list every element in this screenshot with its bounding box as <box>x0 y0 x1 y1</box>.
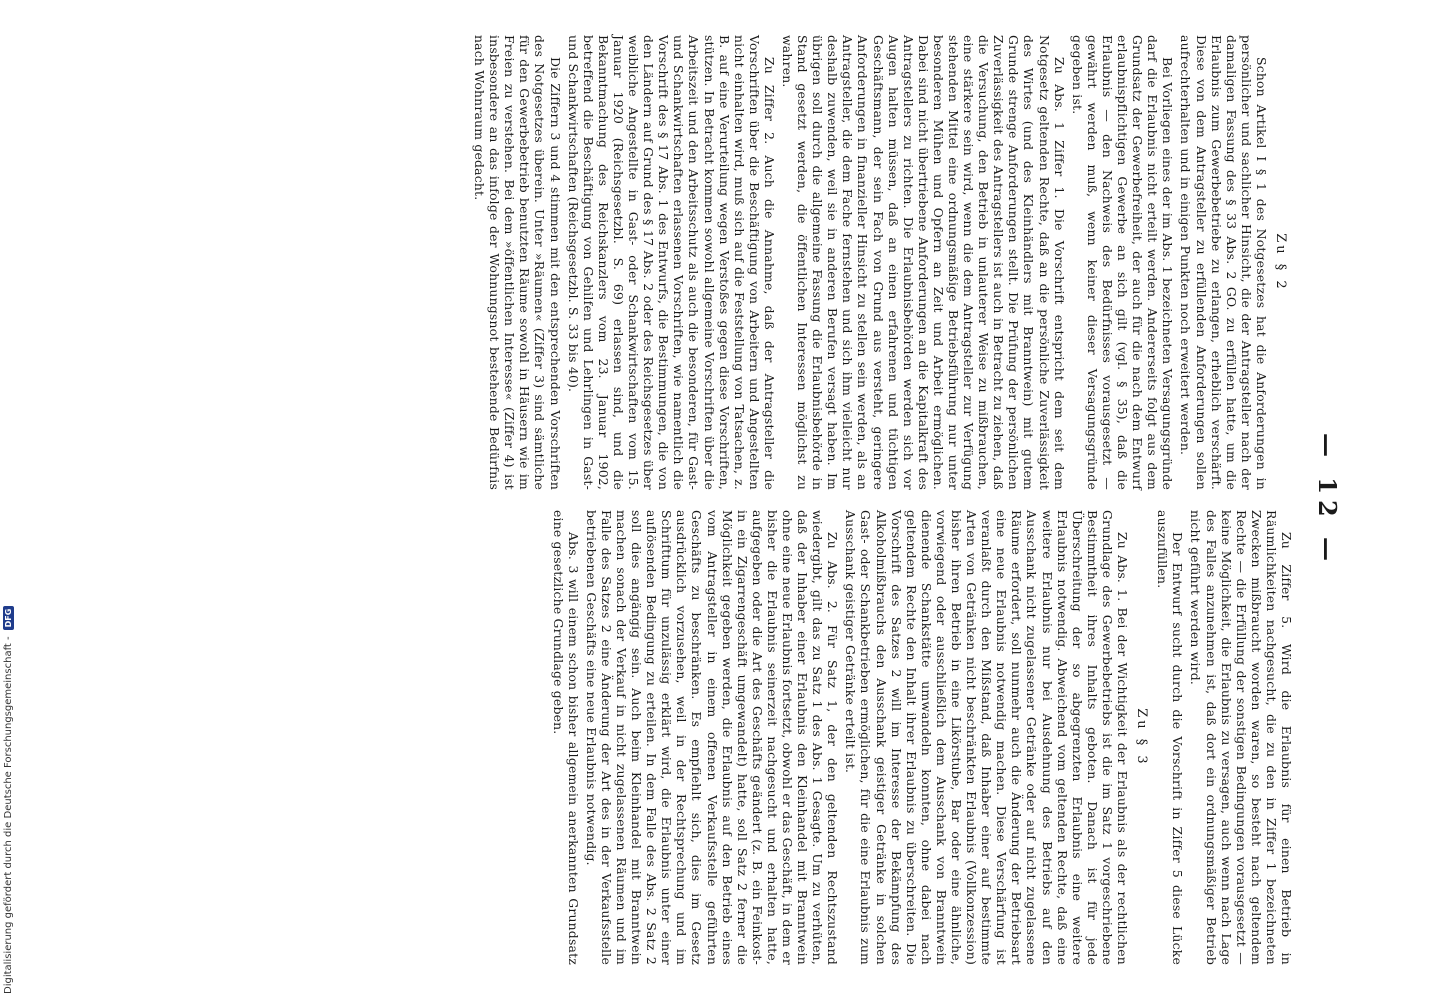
paragraph: Der Entwurf sucht durch die Vorschrift in Ziffer 5 diese Lücke auszufüllen. <box>1155 510 1186 965</box>
right-column <box>551 510 1295 965</box>
section-heading-2: Zu § 2 <box>1273 233 1288 292</box>
digitization-footer <box>3 606 14 994</box>
left-column <box>472 35 1294 490</box>
paragraph: Zu Abs. 1. Bei der Wichtigkeit der Erlaubnis als der rechtlichen Grundlage des Gewerbebetriebs ist die im Satz 1 vorgeschriebene Bestimmtheit ihres Inhalts geboten. Danach ist für jede Überschreitung der so abgegrenzten Erlaubnis eine weitere Erlaubnis notwendig. Abweichend vom geltenden Rechte, daß eine weitere Erlaubnis nur bei Ausdehnung des Betriebs auf den Ausschank nicht zugelassener Getränke oder auf nicht zugelassene Räume erfordert, soll nunmehr auch die Änderung der Betriebsart eine neue Erlaubnis notwendig machen. Diese Verschärfung ist veranlaßt durch den Mißstand, daß Inhaber einer auf bestimmte Arten von Getränken nicht beschränkten Erlaubnis (Vollkonzession) bisher ihren Betrieb in eine Likörstube, Bar oder eine ähnliche, vorwiegend oder ausschließlich dem Ausschank von Branntwein dienende Schankstätte umwandeln konnten, ohne dabei nach geltendem Rechte den Inhalt ihrer Erlaubnis zu überschreiten. Die Vorschrift des Satzes 2 will im Interesse der Bekämpfung des Alkoholmißbrauchs den Ausschank geistiger Getränke in solchen Gast- oder Schankbetrieben ermöglichen, für die eine Erlaubnis zum Ausschank geistiger Getränke erteilt ist. <box>843 510 1131 965</box>
paragraph: Die Ziffern 3 und 4 stimmen mit den entsprechenden Vorschriften des Notgesetzes überein. Unter »Räumen« (Ziffer 3) sind sämtliche für den Gewerbebetrieb benutzten Räume sowohl in Häusern wie im Freien zu verstehen. Bei dem »öffentlichen Interesse« (Ziffer 4) ist insbesondere an das infolge der Wohnungsnot bestehende Bedürfnis nach Wohnraum gedacht. <box>472 35 563 490</box>
paragraph: Zu Abs. 2. Für Satz 1, der den geltenden Rechtszustand wiedergibt, gilt das zu Satz 1 des Abs. 1 Gesagte. Um zu verhüten, daß der Inhaber einer Erlaubnis den Kleinhandel mit Branntwein ohne eine neue Erlaubnis fortsetzt, obwohl er das Geschäft, in dem er bisher die Erlaubnis seinerzeit nachgesucht und erhalten hatte, aufgegeben oder die Art des Geschäfts geändert (z. B. ein Feinkost- in ein Zigarrengeschäft umgewandelt) hatte, soll Satz 2 ferner die Möglichkeit gegeben werden, die Erlaubnis auf den Betrieb eines vom Antragsteller in einem offenen Verkaufsstelle geführten Geschäfts zu beschränken. Es empfiehlt sich, dies im Gesetz ausdrücklich vorzusehen, weil in der Rechtsprechung und im Schrifttum für unzulässig erklärt wird, die Erlaubnis unter einer auflösenden Bedingung zu erteilen. In dem Falle des Abs. 2 Satz 2 soll dies angängig sein. Auch beim Kleinhandel mit Branntwein machen sonach der Verkauf in nicht zugelassenen Räumen und im Falle des Satzes 2 eine Änderung der Art des in der Verkaufsstelle betriebenen Geschäfts eine neue Erlaubnis notwendig. <box>583 510 841 965</box>
paragraph: Abs. 3 will einem schon bisher allgemein anerkannten Grundsatz eine gesetzliche Grundlage geben. <box>550 510 581 965</box>
dfg-logo: DFG <box>3 606 14 631</box>
footer-text: Digitalisierung gefördert durch die Deutsche Forschungsgemeinschaft - <box>3 636 14 994</box>
paragraph: Bei Vorliegen eines der im Abs. 1 bezeichneten Versagungsgründe darf die Erlaubnis nicht erteilt werden. Andererseits folgt aus dem Grundsatz der Gewerbefreiheit, der auch für die nach dem Entwurf erlaubnispflichtigen Gewerbe an sich gilt (vgl. § 35), daß die Erlaubnis — den Nachweis des Bedürfnisses vorausgesetzt — gewährt werden muß, wenn keiner dieser Versagungsgründe gegeben ist. <box>1069 35 1176 490</box>
section-heading-3: Zu § 3 <box>1134 708 1150 767</box>
page-number: — 12 — <box>1313 432 1342 568</box>
paragraph: Zu Abs. 1 Ziffer 1. Die Vorschrift entspricht dem seit dem Notgesetz geltenden Rechte, daß an die persönliche Zuverlässigkeit des Wirtes (und des Kleinhändlers mit Branntwein) mit gutem Grunde strenge Anforderungen stellt. Die Prüfung der persönlichen Zuverlässigkeit des Antragstellers ist auch in Betracht zu ziehen, daß die Versuchung, den Betrieb in unlauterer Weise zu mißbrauchen, eine stärkere sein wird, wenn die dem Antragsteller zur Verfügung stehenden Mittel eine ordnungsmäßige Betriebsführung nur unter besonderen Mühen und Opfern an Zeit und Arbeit ermöglichen. Dabei sind nicht übertriebene Anforderungen an die Kapitalkraft des Antragstellers zu richten. Die Erlaubnisbehörden werden sich vor Augen halten müssen, daß an einen erfahrenen und tüchtigen Geschäftsmann, der sein Fach von Grund aus versteht, geringere Anforderungen in finanzieller Hinsicht zu stellen sein werden, als an Antragsteller, die dem Fache fernstehen und sich ihm vielleicht nur deshalb zuwenden, weil sie in anderen Berufen versagt haben. Im übrigen soll durch die allgemeine Fassung die Erlaubnisbehörde in Stand gesetzt werden, die öffentlichen Interessen möglichst zu wahren. <box>780 35 1067 490</box>
paragraph: Zu Ziffer 5. Wird die Erlaubnis für einen Betrieb in Räumlichkeiten nachgesucht, die zu den in Ziffer 1 bezeichneten Zwecken mißbraucht worden waren, so besteht nach geltendem Rechte — die Erfüllung der sonstigen Bedingungen vorausgesetzt — keine Möglichkeit, die Erlaubnis zu versagen, auch wenn nach Lage des Falles anzunehmen ist, daß dort ein ordnungsmäßiger Betrieb nicht geführt werden wird. <box>1188 510 1294 965</box>
paragraph: Zu Ziffer 2. Auch die Annahme, daß der Antragsteller die Vorschriften über die Beschäftigung von Arbeitern und Angestellten nicht einhalten wird, muß sich auf die Feststellung von Tatsachen, z. B. auf eine Verurteilung wegen Verstoßes gegen diese Vorschriften, stützen. In Betracht kommen sowohl allgemeine Vorschriften über die Arbeitszeit und den Arbeitsschutz als auch die besonderen, für Gast- und Schankwirtschaften erlassenen Vorschriften, wie namentlich die Vorschrift des § 17 Abs. 1 des Entwurfs, die Bestimmungen, die von den Ländern auf Grund des § 17 Abs. 2 oder des Reichsgesetzes über weibliche Angestellte in Gast- oder Schankwirtschaften vom 15. Januar 1920 (Reichsgesetzbl. S. 69) erlassen sind, und die Bekanntmachung des Reichskanzlers vom 23. Januar 1902, betreffend die Beschäftigung von Gehilfen und Lehrlingen in Gast- und Schankwirtschaften (Reichsgesetzbl. S. 33 bis 40). <box>565 35 777 490</box>
paragraph: Schon Artikel I § 1 des Notgesetzes hat die Anforderungen in persönlicher und sachlicher Hinsicht, die der Antragsteller nach der damaligen Fassung des § 33 Abs. 2 GO. zu erfüllen hatte, um die Erlaubnis zum Gewerbebetriebe zu erlangen, erheblich verschärft. Diese von dem Antragsteller zu erfüllenden Anforderungen sollen aufrechterhalten und in einigen Punkten noch erweitert werden. <box>1178 35 1269 490</box>
